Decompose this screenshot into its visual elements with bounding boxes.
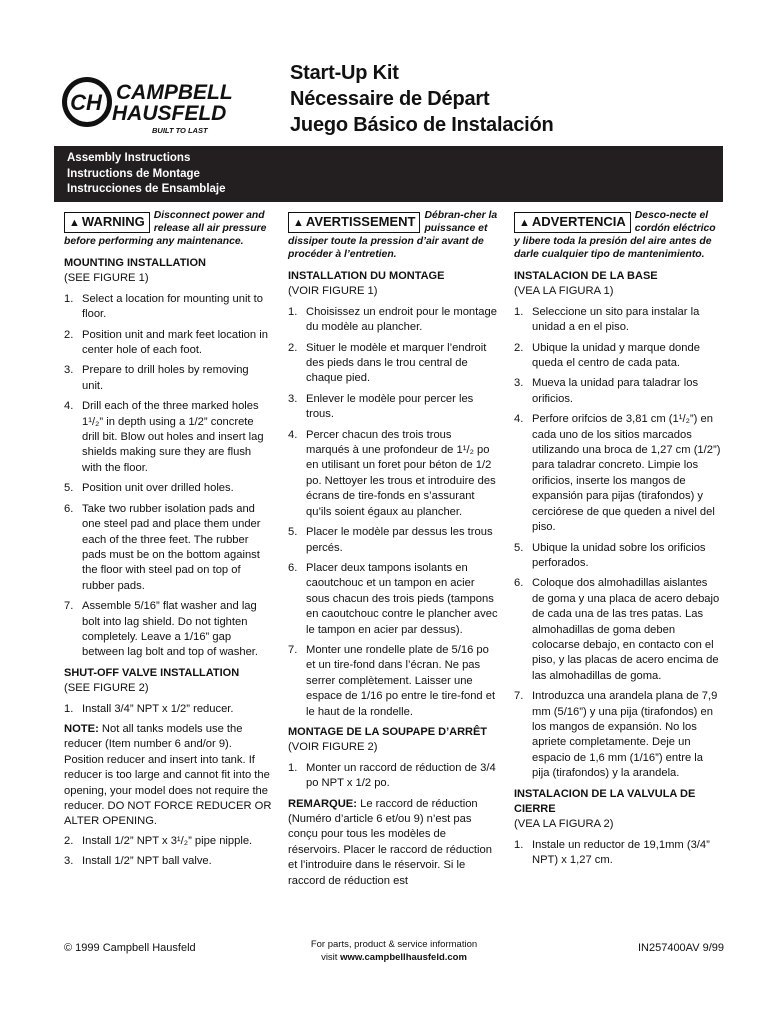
instructions-banner [54,146,723,202]
warning-text: Desco-necte el cordón eléctrico y libere toda la presión del aire antes de darle cualquier tipo de mantenimiento. [514,210,716,260]
warning-text: Débran-cher la puissance et dissiper toute la pression d’air avant de procéder à l’entretien. [288,210,498,260]
title-spanish: Juego Básico de Instalación [290,114,554,136]
step-text: Instale un reductor de 19,1mm (3/4” NPT) x 1,27 cm. [532,838,710,867]
warning-triangle-icon: ▲ [519,217,530,229]
step-number: 1. [514,305,524,318]
note-text: Not all tanks models use the reducer (Item number 6 and/or 9). Position reducer and insert into tank. If reducer is too large and cannot fit into the opening, your model does not require the reducer. DO NOT FORCE REDUCER OR ALTER OPENING. [64,722,272,828]
step-list [64,702,272,717]
step-item [514,838,722,869]
warning-block [514,209,722,261]
step-text: Drill each of the three marked holes 1¹/₂” in depth using a 1/2” concrete drill bit. Blow out holes and insert lag shields making sure they are flush with the floor. [82,400,264,474]
section-heading: MOUNTING INSTALLATION [64,257,206,269]
step-list [288,305,498,720]
note-label: REMARQUE: [288,797,357,810]
step-item [514,305,722,336]
warning-block [64,209,272,248]
figure-reference: (VEA LA FIGURA 1) [514,285,614,298]
step-item [64,834,272,849]
step-list [64,834,272,870]
step-number: 2. [288,341,298,354]
step-text: Placer deux tampons isolants en caoutchouc et un tampon en acier sous chacun des trois pieds (tampons en caoutchouc contre le plancher avec le tampon en acier par dessus). [306,561,498,636]
step-number: 1. [288,305,298,318]
step-text: Choisissez un endroit pour le montage du modèle au plancher. [306,305,497,334]
step-text: Prepare to drill holes by removing unit. [82,364,249,392]
footer-info [264,938,524,964]
warning-block [288,209,498,261]
step-item [514,341,722,372]
step-text: Mueva la unidad para taladrar los orificios. [532,377,699,405]
figure-reference: (VOIR FIGURE 1) [288,285,378,298]
section-heading: INSTALLATION DU MONTAGE [288,270,445,282]
warning-triangle-icon: ▲ [69,217,80,229]
step-item [514,376,722,407]
step-list [288,761,498,792]
step-list [514,305,722,782]
column-body [64,256,272,870]
banner-english: Assembly Instructions [67,152,191,164]
logo-line2: HAUSFELD [112,102,227,125]
step-text: Coloque dos almohadillas aislantes de goma y una placa de acero debajo de cada una de las tres patas. Las almohadillas de goma deben colocarse debajo, en contacto con el piso, y las placas de acero encima de las almohadillas de goma. [532,577,720,682]
section-heading: INSTALACION DE LA VALVULA DE CIERRE [514,787,696,815]
warning-label-box: ▲ ADVERTENCIA [514,212,631,233]
step-item [288,561,498,638]
step-item [514,412,722,535]
step-text: Ubique la unidad y marque donde queda el centro de cada pata. [532,341,700,370]
step-item [64,502,272,594]
step-item [514,576,722,684]
step-number: 2. [64,328,74,341]
step-text: Take two rubber isolation pads and one steel pad and place them under each of the three feet. The rubber pads must be on the bottom against the floor with steel pad on top of rubber pads. [82,502,261,592]
step-number: 5. [288,526,298,539]
step-text: Install 1/2” NPT x 3¹/₂” pipe nipple. [82,834,253,847]
step-number: 6. [64,502,74,515]
step-item [514,689,722,781]
step-list [514,838,722,869]
title-english: Start-Up Kit [290,62,399,84]
step-number: 5. [514,541,524,554]
figure-reference: (SEE FIGURE 1) [64,272,149,285]
note-text: Le raccord de réduction (Numéro d’article 6 et/ou 9) n’est pas conçu pour tous les modèles de réservoirs. Placer le raccord de réduction et l’introduire dans le réservoir. Si le raccord de réduction est [288,797,492,887]
section-heading: SHUT-OFF VALVE INSTALLATION [64,666,240,679]
step-item [64,399,272,476]
figure-reference: (VEA LA FIGURA 2) [514,818,614,831]
warning-label-box: ▲ AVERTISSEMENT [288,212,420,233]
step-text: Install 1/2” NPT ball valve. [82,855,212,868]
step-number: 4. [288,428,298,441]
document-number: IN257400AV 9/99 [637,942,724,954]
step-text: Seleccione un sito para instalar la unidad a en el piso. [532,305,700,334]
step-item [64,363,272,394]
warning-triangle-icon: ▲ [293,217,304,229]
step-text: Situer le modèle et marquer l’endroit des pieds dans le trou central de chaque pied. [306,341,487,385]
step-item [288,392,498,423]
logo-tagline: BUILT TO LAST [152,126,208,135]
step-text: Perfore orifcios de 3,81 cm (1¹/₂”) en cada uno de los sitios marcados utilizando una broca de 1,27 cm (1/2”) para taladrar concreto. Limpie los orificios, inserte los mangos de expansión para pijas (tirafondos) y cerciórese de que queden a nivel del piso. [532,413,721,534]
step-text: Placer le modèle par dessus les trous percés. [306,526,493,554]
step-text: Enlever le modèle pour percer les trous. [306,392,474,421]
step-text: Position unit over drilled holes. [82,482,234,495]
step-number: 5. [64,482,74,495]
step-number: 1. [64,702,74,715]
step-number: 2. [64,834,74,847]
page-footer [64,938,724,972]
note-paragraph [64,722,272,830]
warning-text: Disconnect power and release all air pressure before performing any maintenance. [64,210,267,247]
column-body [288,269,498,889]
column-french [288,209,498,893]
step-item [288,643,498,720]
step-number: 2. [514,341,524,354]
step-number: 1. [514,838,524,851]
step-number: 4. [514,413,524,426]
step-item [288,428,498,520]
step-item [514,541,722,572]
step-text: Ubique la unidad sobre los orificios perforados. [532,541,706,569]
step-text: Assemble 5/16” flat washer and lag bolt into lag shield. Do not tighten completely. Leave a 1/16” gap between lag bolt and top of washer. [82,600,259,659]
step-list [64,292,272,661]
copyright: © 1999 Campbell Hausfeld [64,942,196,954]
figure-reference: (VOIR FIGURE 2) [288,741,378,754]
banner-french: Instructions de Montage [67,167,200,180]
title-block [290,60,554,138]
step-number: 3. [64,364,74,377]
step-number: 3. [64,855,74,868]
note-paragraph [288,797,498,889]
column-body [514,269,722,869]
warning-label-box: ▲ WARNING [64,212,150,233]
banner-spanish: Instrucciones de Ensamblaje [67,183,226,196]
section-heading: MONTAGE DE LA SOUPAPE D’ARRÊT [288,725,488,738]
step-item [288,341,498,387]
step-number: 3. [288,392,298,405]
step-text: Select a location for mounting unit to floor. [82,292,263,321]
step-item [288,761,498,792]
step-number: 1. [288,761,298,774]
logo-mark: CH [70,90,102,115]
step-number: 1. [64,292,74,305]
column-english [64,209,272,875]
step-text: Introduzca una arandela plana de 7,9 mm (5/16”) y una pija (tirafondos) en los mangos de expansión. No los apriete completamente. Deje un espacio de 1,6 mm (1/16”) entre la pija (tirafondos) y la arandela. [532,690,718,780]
step-item [288,305,498,336]
step-text: Position unit and mark feet location in center hole of each foot. [82,328,268,357]
step-text: Monter un raccord de réduction de 3/4 po NPT x 1/2 po. [306,761,496,790]
step-number: 7. [514,690,524,703]
step-item [64,481,272,496]
step-number: 3. [514,377,524,390]
step-item [64,292,272,323]
step-item [288,525,498,556]
step-item [64,854,272,869]
logo-line1: CAMPBELL [116,81,233,104]
footer-visit-line: visit www.campbellhausfeld.com [321,952,467,963]
section-heading: INSTALACION DE LA BASE [514,270,658,282]
step-item [64,328,272,359]
step-number: 7. [288,643,298,656]
step-text: Percer chacun des trois trous marqués à une profondeur de 1¹/₂ po en utilisant un foret pour béton de 1/2 po. Nettoyer les trous et introduire des écrans de tire-fonds en s’assurant qu’ils soient égaux au plancher. [306,428,496,518]
step-text: Monter une rondelle plate de 5/16 po et un tire-fond dans l’écran. Ne pas serrer complètement. Laisser une espace de 1/16 po entre le tire-fond et le haut de la rondelle. [306,643,496,718]
figure-reference: (SEE FIGURE 2) [64,682,149,695]
step-number: 6. [514,577,524,590]
note-label: NOTE: [64,722,99,735]
title-french: Nécessaire de Départ [290,88,490,110]
step-item [64,702,272,717]
campbell-hausfeld-logo [60,74,272,136]
step-item [64,599,272,661]
step-text: Install 3/4” NPT x 1/2” reducer. [82,702,234,715]
website-link[interactable]: www.campbellhausfeld.com [340,952,467,963]
column-spanish [514,209,722,874]
footer-info-line: For parts, product & service information [310,939,478,950]
step-number: 4. [64,400,74,413]
step-number: 6. [288,561,298,574]
step-number: 7. [64,600,74,613]
